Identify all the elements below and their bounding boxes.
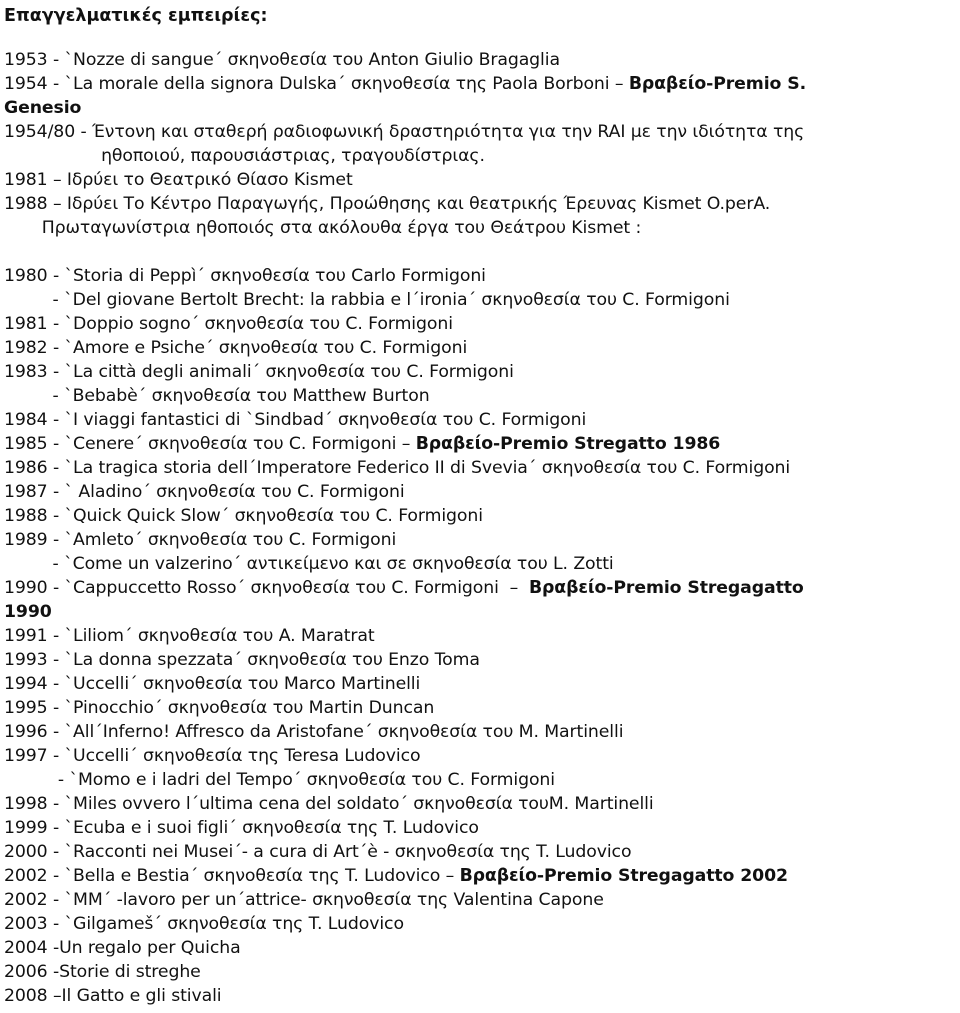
line-text: - ˋDel giovane Bertolt Brecht: la rabbia e lˊironiaˊ σκηνοθεσία του C. Formigoni — [4, 290, 730, 310]
experience-line — [4, 49, 560, 71]
line-text: Πρωταγωνίστρια ηθοποιός στα ακόλουθα έργα του Θεάτρου Kismet : — [4, 218, 642, 238]
line-text: 1983 - ˋLa città degli animaliˊ σκηνοθεσία του C. Formigoni — [4, 362, 514, 382]
experience-line — [4, 289, 730, 311]
line-text: - ˋBebabèˊ σκηνοθεσία του Matthew Burton — [4, 386, 430, 406]
award-text: Βραβείο-Premio Stregagatto 2002 — [459, 866, 788, 886]
experience-line — [4, 457, 790, 479]
experience-line — [4, 673, 420, 695]
experience-line — [4, 889, 604, 911]
experience-line — [4, 193, 770, 215]
experience-line — [4, 385, 430, 407]
experience-line — [4, 265, 486, 287]
line-text: 1993 - ˋLa donna spezzataˊ σκηνοθεσία του Enzo Toma — [4, 650, 480, 670]
line-text: 1989 - ˋAmletoˊ σκηνοθεσία του C. Formigoni — [4, 530, 397, 550]
section-heading: Επαγγελματικές εμπειρίες: — [4, 6, 268, 26]
experience-line — [4, 865, 788, 887]
experience-line — [4, 169, 353, 191]
line-text: 1995 - ˋPinocchioˊ σκηνοθεσία του Martin Duncan — [4, 698, 435, 718]
experience-line — [4, 553, 614, 575]
experience-line — [4, 97, 81, 119]
experience-line — [4, 817, 479, 839]
line-text: 1991 - ˋLiliomˊ σκηνοθεσία του A. Maratrat — [4, 626, 375, 646]
award-text: Βραβείο-Premio Stregagatto — [528, 578, 804, 598]
line-text: 1953 - ˋNozze di sangueˊ σκηνοθεσία του Anton Giulio Bragaglia — [4, 50, 560, 70]
experience-line — [4, 313, 453, 335]
experience-line — [4, 529, 396, 551]
experience-line — [4, 121, 804, 143]
award-text: Βραβείο-Premio Stregatto 1986 — [415, 434, 721, 454]
line-text: 2006 -Storie di streghe — [4, 962, 201, 982]
line-text: 2002 - ˋMMˊ -lavoro per unˊattrice- σκηνοθεσία της Valentina Capone — [4, 890, 604, 910]
experience-line — [4, 721, 623, 743]
line-text: - ˋMomo e i ladri del Tempoˊ σκηνοθεσία του C. Formigoni — [4, 770, 555, 790]
experience-line — [4, 409, 586, 431]
award-text: Genesio — [4, 98, 82, 118]
experience-line — [4, 433, 720, 455]
line-text: 2008 –Il Gatto e gli stivali — [4, 986, 222, 1006]
experience-line — [4, 73, 806, 95]
experience-line — [4, 745, 421, 767]
line-text: 1980 - ˋStoria di Peppìˊ σκηνοθεσία του Carlo Formigoni — [4, 266, 486, 286]
line-text: - ˋCome un valzerinoˊ αντικείμενο και σε σκηνοθεσία του L. Zotti — [4, 554, 614, 574]
line-text: 1988 – Ιδρύει Το Κέντρο Παραγωγής, Προώθησης και θεατρικής Έρευνας Kismet O.perA. — [4, 194, 771, 214]
line-text: 1994 - ˋUccelliˊ σκηνοθεσία του Marco Martinelli — [4, 674, 421, 694]
experience-line — [4, 481, 405, 503]
experience-line — [4, 985, 222, 1007]
experience-line — [4, 145, 485, 167]
line-text: 1986 - ˋLa tragica storia dellˊImperatore Federico II di Sveviaˊ σκηνοθεσία του C. Formigoni — [4, 458, 791, 478]
experience-line — [4, 505, 483, 527]
experience-line — [4, 649, 480, 671]
line-text: ηθοποιού, παρουσιάστριας, τραγουδίστριας. — [4, 146, 485, 166]
experience-line — [4, 577, 804, 599]
experience-line — [4, 913, 404, 935]
line-text: 1981 - ˋDoppio sognoˊ σκηνοθεσία του C. Formigoni — [4, 314, 453, 334]
line-text: 1996 - ˋAllˊInferno! Affresco da Aristofaneˊ σκηνοθεσία του M. Martinelli — [4, 722, 624, 742]
award-text: Βραβείο-Premio S. — [628, 74, 807, 94]
line-text: 1990 - ˋCappuccetto Rossoˊ σκηνοθεσία του C. Formigoni – — [4, 578, 529, 598]
line-text: 2003 - ˋGilgamešˊ σκηνοθεσία της T. Ludovico — [4, 914, 404, 934]
experience-line — [4, 841, 631, 863]
line-text: 1998 - ˋMiles ovvero lˊultima cena del soldatoˊ σκηνοθεσία τουM. Martinelli — [4, 794, 654, 814]
experience-line — [4, 337, 467, 359]
line-text: 1981 – Ιδρύει το Θεατρικό Θίασο Kismet — [4, 170, 353, 190]
experience-line — [4, 361, 514, 383]
line-text: 2002 - ˋBella e Bestiaˊ σκηνοθεσία της T. Ludovico – — [4, 866, 460, 886]
line-text: 1982 - ˋAmore e Psicheˊ σκηνοθεσία του C. Formigoni — [4, 338, 468, 358]
line-text: 1988 - ˋQuick Quick Slowˊ σκηνοθεσία του C. Formigoni — [4, 506, 483, 526]
line-text: 1987 - ˋ Aladinoˊ σκηνοθεσία του C. Formigoni — [4, 482, 405, 502]
line-text: 1954 - ˋLa morale della signora Dulskaˊ σκηνοθεσία της Paola Borboni – — [4, 74, 629, 94]
experience-line — [4, 937, 241, 959]
experience-line — [4, 793, 654, 815]
line-text: 1997 - ˋUccelliˊ σκηνοθεσία της Teresa Ludovico — [4, 746, 421, 766]
line-text: 1999 - ˋEcuba e i suoi figliˊ σκηνοθεσία της T. Ludovico — [4, 818, 479, 838]
experience-line — [4, 769, 555, 791]
experience-line — [4, 697, 434, 719]
line-text: 2004 -Un regalo per Quicha — [4, 938, 241, 958]
award-text: 1990 — [4, 602, 52, 622]
line-text: 1984 - ˋI viaggi fantastici di ˋSindbadˊ σκηνοθεσία του C. Formigoni — [4, 410, 587, 430]
experience-line — [4, 961, 201, 983]
line-text: 1985 - ˋCenereˊ σκηνοθεσία του C. Formigoni – — [4, 434, 416, 454]
line-text: 2000 - ˋRacconti nei Museiˊ- a cura di Artˊè - σκηνοθεσία της T. Ludovico — [4, 842, 632, 862]
experience-line — [4, 601, 52, 623]
experience-line — [4, 217, 641, 239]
experience-line — [4, 625, 375, 647]
line-text: 1954/80 - Έντονη και σταθερή ραδιοφωνική δραστηριότητα για την RAI με την ιδιότητα της — [4, 122, 805, 142]
